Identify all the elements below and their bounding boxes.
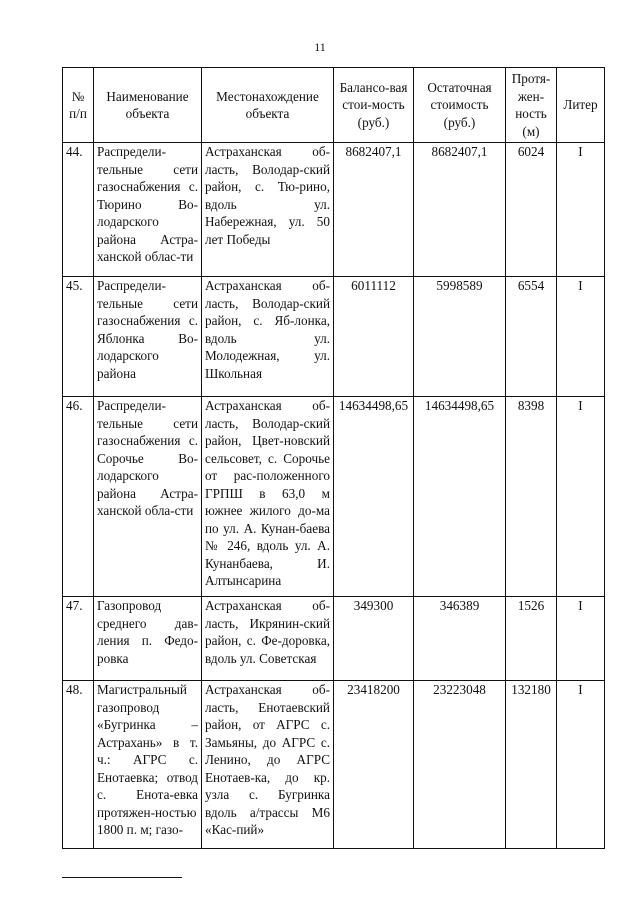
row-length: 132180: [506, 681, 557, 849]
row-location: Астраханская об-ласть, Володар-ский район, с. Тю-рино, вдоль ул. Набережная, ул. 50 лет Победы: [202, 143, 334, 277]
row-balance: 6011112: [334, 277, 414, 397]
row-liter: I: [557, 277, 605, 397]
row-liter: I: [557, 597, 605, 681]
table-row: [63, 277, 605, 397]
page-number: 11: [314, 40, 326, 54]
row-num: 44.: [63, 143, 94, 277]
header-length: Протя-жен-ность (м): [506, 68, 557, 143]
row-balance: 23418200: [334, 681, 414, 849]
row-liter: I: [557, 143, 605, 277]
table-row: [63, 681, 605, 849]
row-length: 6554: [506, 277, 557, 397]
row-residual: 23223048: [414, 681, 506, 849]
row-residual: 346389: [414, 597, 506, 681]
objects-table: [62, 67, 605, 849]
row-residual: 8682407,1: [414, 143, 506, 277]
row-location: Астраханская об-ласть, Володар-ский район, с. Яб-лонка, вдоль ул. Молодежная, ул. Школьная: [202, 277, 334, 397]
table-row: [63, 143, 605, 277]
header-liter: Литер: [557, 68, 605, 143]
row-num: 48.: [63, 681, 94, 849]
header-balance: Балансо-вая стои-мость (руб.): [334, 68, 414, 143]
row-balance: 349300: [334, 597, 414, 681]
row-num: 46.: [63, 397, 94, 597]
row-length: 1526: [506, 597, 557, 681]
table-row: [63, 597, 605, 681]
row-num: 47.: [63, 597, 94, 681]
row-liter: I: [557, 681, 605, 849]
row-liter: I: [557, 397, 605, 597]
header-location: Местонахождение объекта: [202, 68, 334, 143]
row-residual: 5998589: [414, 277, 506, 397]
row-residual: 14634498,65: [414, 397, 506, 597]
header-residual: Остаточная стоимость (руб.): [414, 68, 506, 143]
row-balance: 8682407,1: [334, 143, 414, 277]
table-header-row: [63, 68, 605, 143]
row-num: 45.: [63, 277, 94, 397]
footnote-divider: [62, 877, 182, 878]
row-name: Распредели-тельные сети газоснабжения с. Тюрино Во-лодарского района Астра-ханской облас-ти: [94, 143, 202, 277]
row-location: Астраханская об-ласть, Енотаевский район, от АГРС с. Замьяны, до АГРС с. Ленино, до АГРС Енотаев-ка, до кр. узла с. Бугринка вдоль а/трассы М6 «Кас-пий»: [202, 681, 334, 849]
row-name: Магистральный газопровод «Бугринка – Астрахань» в т. ч.: АГРС с. Енотаевка; отвод с. Енота-евка протяжен-ностью 1800 п. м; газо-: [94, 681, 202, 849]
row-name: Распредели-тельные сети газоснабжения с. Сорочье Во-лодарского района Астра-ханской обла-сти: [94, 397, 202, 597]
row-balance: 14634498,65: [334, 397, 414, 597]
row-name: Газопровод среднего дав-ления п. Федо-ровка: [94, 597, 202, 681]
row-name: Распредели-тельные сети газоснабжения с. Яблонка Во-лодарского района: [94, 277, 202, 397]
header-num: № п/п: [63, 68, 94, 143]
row-length: 8398: [506, 397, 557, 597]
row-location: Астраханская об-ласть, Володар-ский район, Цвет-новский сельсовет, с. Сорочье от рас-положенного ГРПШ в 63,0 м южнее жилого до-ма по ул. А. Кунан-баева № 246, вдоль ул. А. Кунанбаева, И. Алтынсарина: [202, 397, 334, 597]
row-length: 6024: [506, 143, 557, 277]
header-name: Наименование объекта: [94, 68, 202, 143]
table-row: [63, 397, 605, 597]
row-location: Астраханская об-ласть, Икрянин-ский район, с. Фе-доровка, вдоль ул. Советская: [202, 597, 334, 681]
